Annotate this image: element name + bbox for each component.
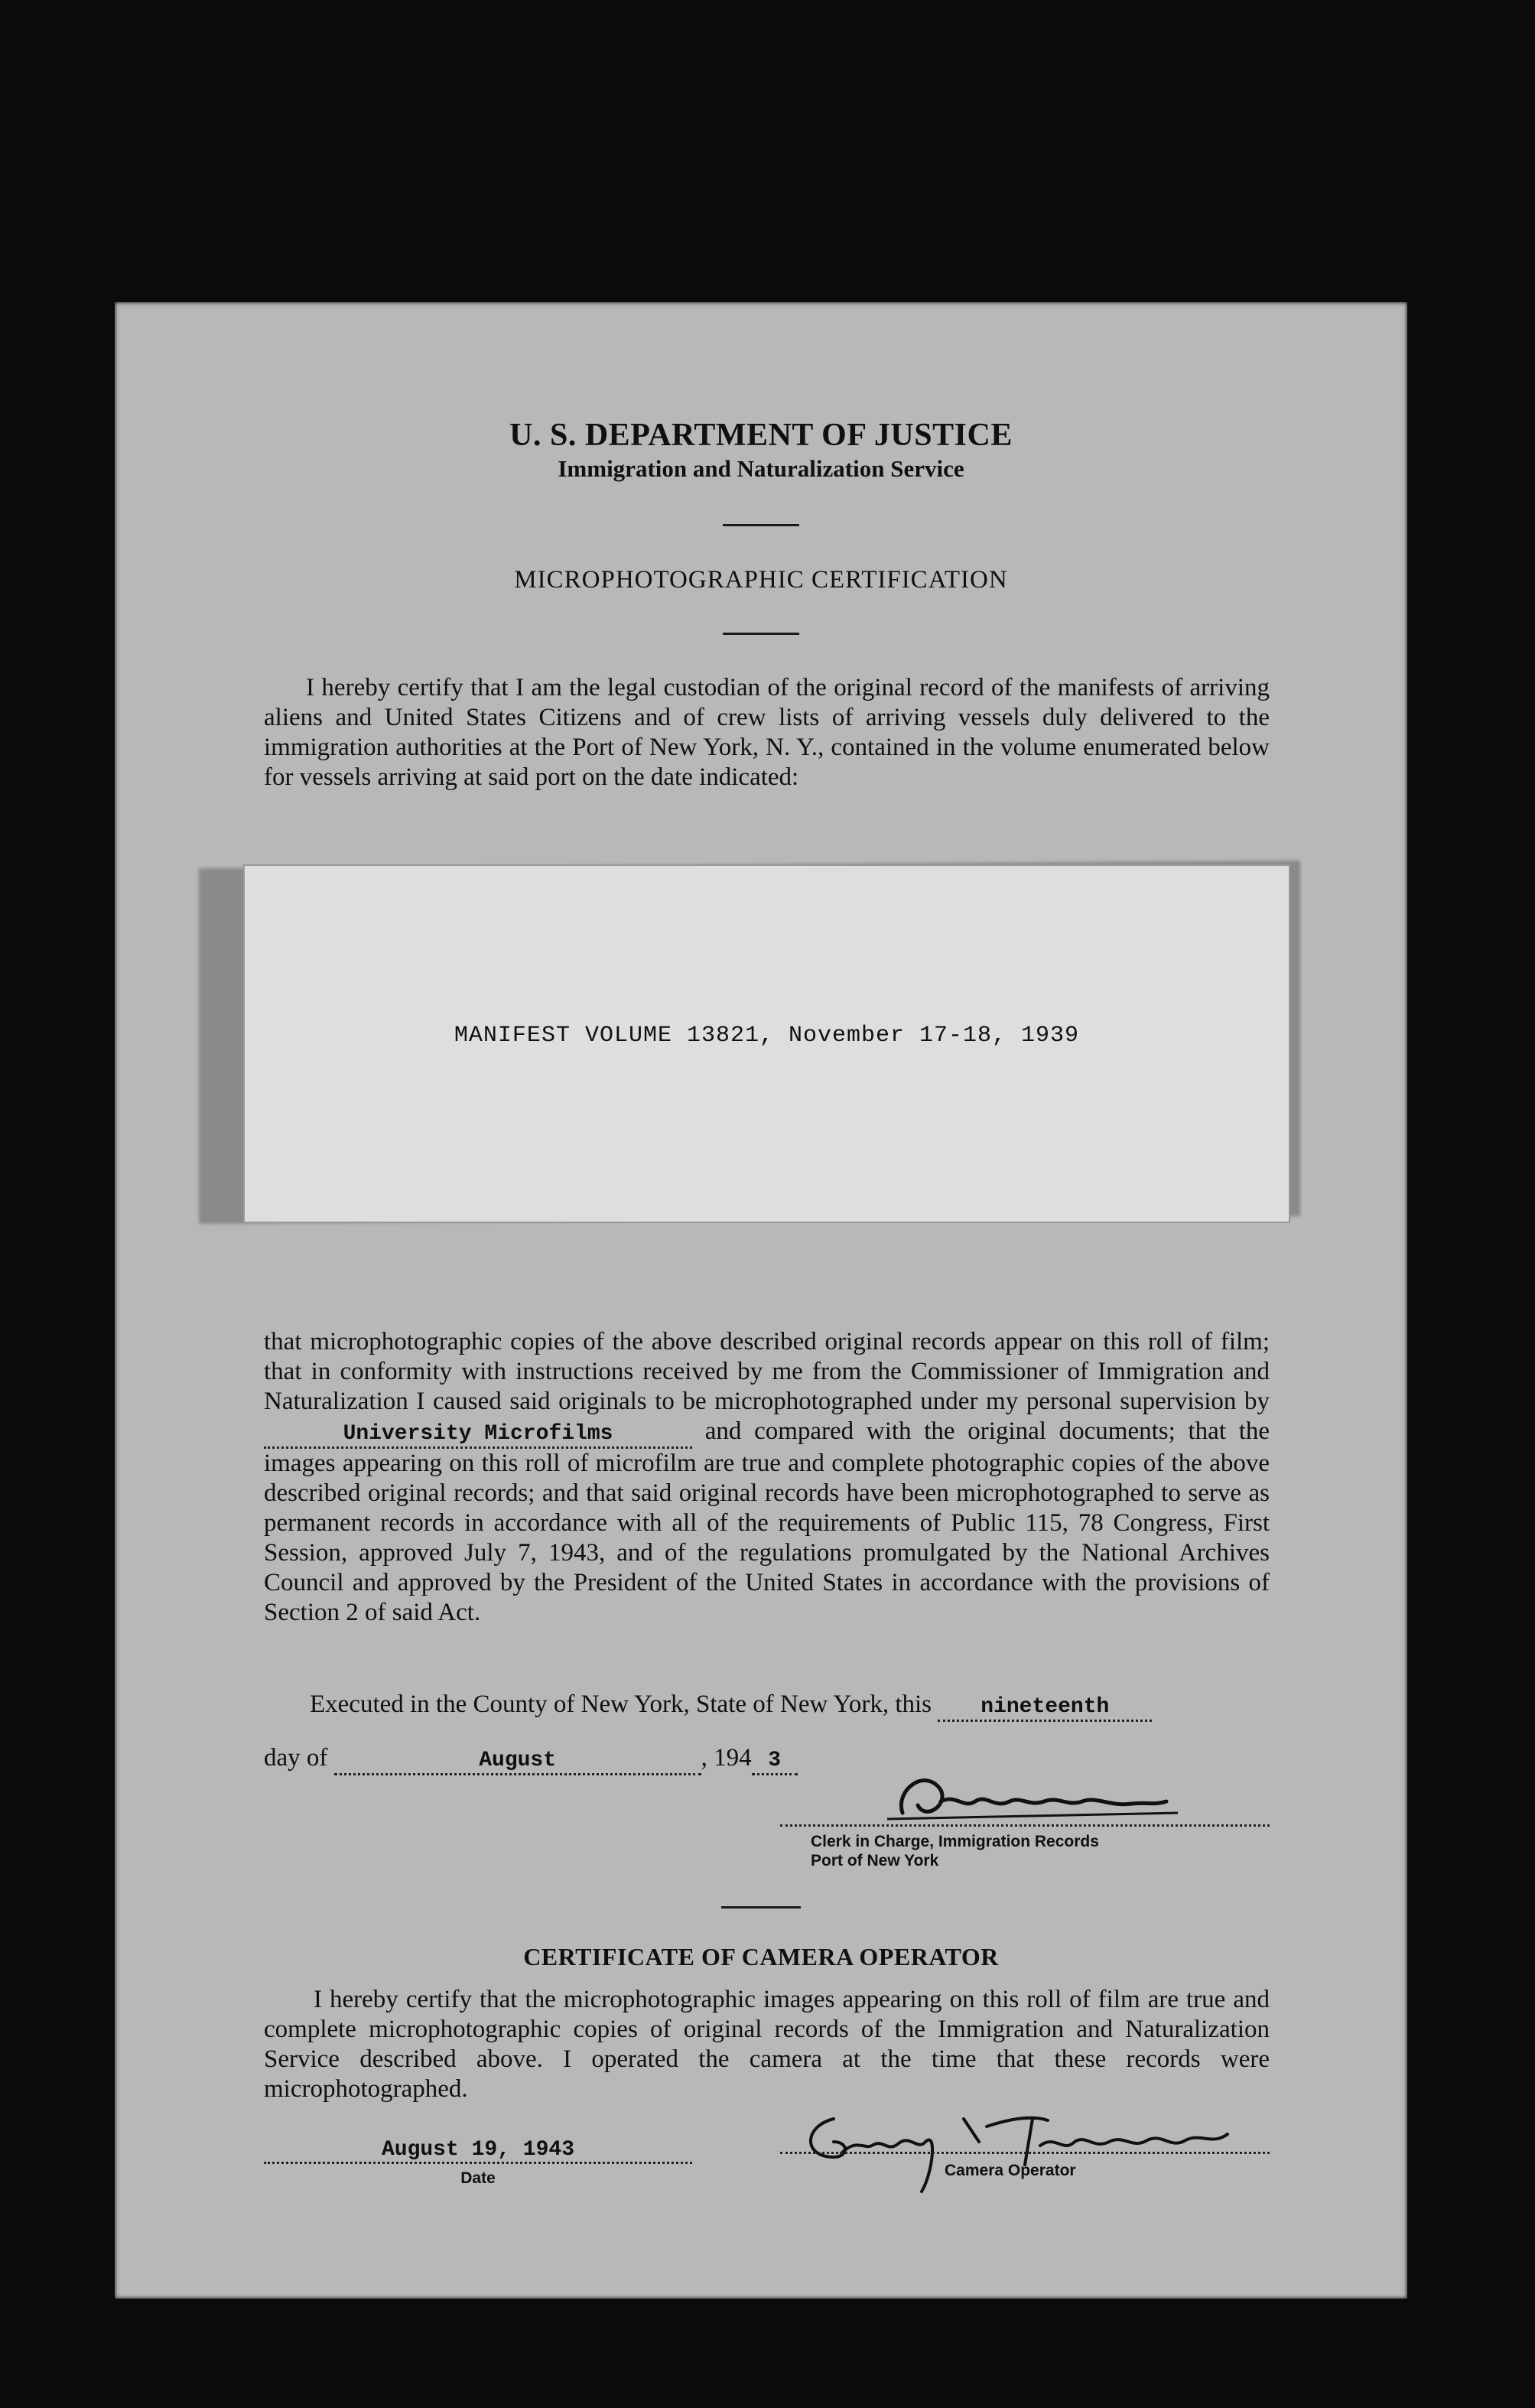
camera-operator-heading: CERTIFICATE OF CAMERA OPERATOR — [523, 1943, 999, 1970]
day-of-label: day of — [264, 1744, 328, 1772]
service-subtitle: Immigration and Naturalization Service — [558, 455, 964, 482]
body-part2: and compared with the original documents; that the images appearing on this roll of microfilm are true and complete photographic copies of the above described original records; and that said original records have been microphotographed to serve as permanent records in accordance with all of the requirements of Public 115, 78 Congress, First Session, approved July 7, 1943, and of the regulations promulgated by the National Archives Council and approved by the President of the United States in accordance with the provisions of Section 2 of said Act. — [264, 1417, 1270, 1626]
clerk-caption-line1: Clerk in Charge, Immigration Records — [811, 1833, 1099, 1850]
body-part1: that microphotographic copies of the above described original records appear on this roll of film; that in conformity with instructions received by me from the Commissioner of Immigration and Naturalization I caused said originals to be microphotographed under my personal supervision by — [264, 1328, 1270, 1415]
execution-day-field: nineteenth — [938, 1695, 1152, 1722]
certification-heading: MICROPHOTOGRAPHIC CERTIFICATION — [514, 566, 1008, 594]
clerk-caption-line2: Port of New York — [811, 1852, 939, 1869]
date-field: August 19, 1943 — [264, 2138, 692, 2164]
clerk-signature-line — [780, 1824, 1270, 1827]
divider-mid — [723, 633, 799, 635]
day-of-line: day of August , 194 3 — [264, 1744, 798, 1775]
clerk-signature — [880, 1759, 1185, 1828]
intro-paragraph: I hereby certify that I am the legal custodian of the original record of the manifests of arriving aliens and United States Citizens and of crew lists of arriving vessels duly delivered to the immigration authorities at the Port of New York, N. Y., contained in the volume enumerated below for vessels arriving at said port on the date indicated: — [264, 674, 1270, 791]
date-label: Date — [460, 2169, 496, 2187]
camera-operator-signature — [788, 2096, 1231, 2195]
operator-company-field: University Microfilms — [264, 1422, 692, 1449]
body-paragraph — [264, 1327, 1270, 1628]
department-title: U. S. DEPARTMENT OF JUSTICE — [509, 418, 1013, 453]
divider-top — [723, 524, 799, 526]
execution-line — [310, 1690, 1152, 1722]
camera-signature-line — [780, 2152, 1270, 2154]
month-field: August — [334, 1749, 701, 1775]
camera-operator-label: Camera Operator — [945, 2162, 1076, 2179]
volume-slip — [243, 864, 1290, 1223]
divider-bottom — [721, 1906, 801, 1909]
volume-slip-text: MANIFEST VOLUME 13821, November 17-18, 1939 — [454, 1023, 1080, 1049]
camera-operator-paragraph: I hereby certify that the microphotographic images appearing on this roll of film are true and complete microphotographic copies of original records of the Immigration and Naturalization Service described above. I operated the camera at the time that these records were microphotographed. — [264, 1986, 1270, 2103]
year-prefix: 194 — [714, 1744, 752, 1772]
execution-text: Executed in the County of New York, State of New York, this — [310, 1690, 932, 1718]
clerk-caption — [811, 1832, 1099, 1870]
certificate-page — [115, 302, 1407, 2299]
year-digit-field: 3 — [752, 1749, 798, 1775]
